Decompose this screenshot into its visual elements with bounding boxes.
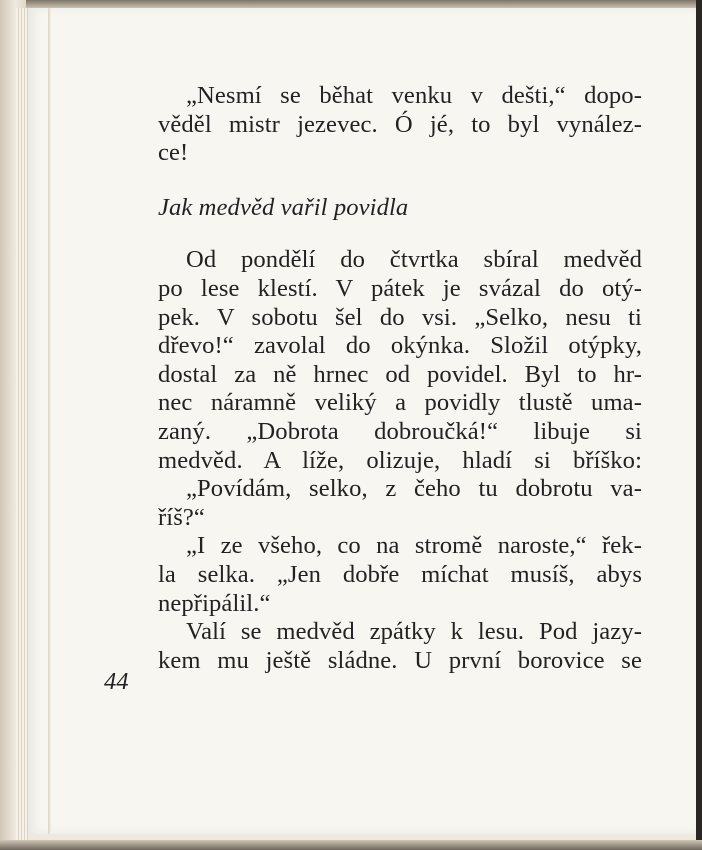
text-line: medvěd. A líže, olizuje, hladí si bříško:: [158, 446, 642, 474]
text-line: kem mu ještě sládne. U první borovice se: [158, 646, 642, 674]
paragraph-3: [158, 475, 642, 532]
text-line: věděl mistr jezevec. Ó jé, to byl vynález-: [158, 110, 642, 138]
text-line: nepřipálil.“: [158, 589, 271, 617]
text-line: dřevo!“ zavolal do okýnka. Složil otýpky,: [158, 332, 642, 360]
text-line: „I ze všeho, co na stromě naroste,“ řek-: [186, 532, 642, 560]
page-stack-edge: [16, 8, 28, 843]
text-line: Valí se medvěd zpátky k lesu. Pod jazy-: [186, 618, 642, 646]
text-line: la selka. „Jen dobře míchat musíš, abys: [158, 560, 642, 588]
page-text: [158, 82, 642, 675]
text-line: „Povídám, selko, z čeho tu dobrotu va-: [186, 475, 642, 503]
text-line: říš?“: [158, 503, 205, 531]
page-gutter: [48, 8, 51, 834]
page-number: 44: [104, 668, 129, 695]
text-line: pek. V sobotu šel do vsi. „Selko, nesu ti: [158, 303, 642, 331]
scan-bottom-edge: [0, 840, 702, 850]
text-line: zaný. „Dobrota dobroučká!“ libuje si: [158, 417, 642, 445]
text-line: nec náramně veliký a povidly tlustě uma-: [158, 389, 642, 417]
text-line: po lese klestí. V pátek je svázal do otý-: [158, 274, 642, 302]
text-line: „Nesmí se běhat venku v dešti,“ dopo-: [186, 82, 642, 109]
text-line: Od pondělí do čtvrtka sbíral medvěd: [186, 246, 642, 274]
paragraph-2: [158, 246, 642, 475]
scan-top-edge: [0, 0, 702, 8]
text-line: ce!: [158, 139, 189, 167]
paragraph-1: [158, 82, 642, 168]
story-heading: Jak medvěd vařil povidla: [158, 193, 409, 221]
paragraph-4: [158, 532, 642, 618]
scan-right-edge: [696, 0, 702, 850]
text-line: dostal za ně hrnec od povidel. Byl to hr-: [158, 360, 642, 388]
paragraph-5: [158, 618, 642, 675]
